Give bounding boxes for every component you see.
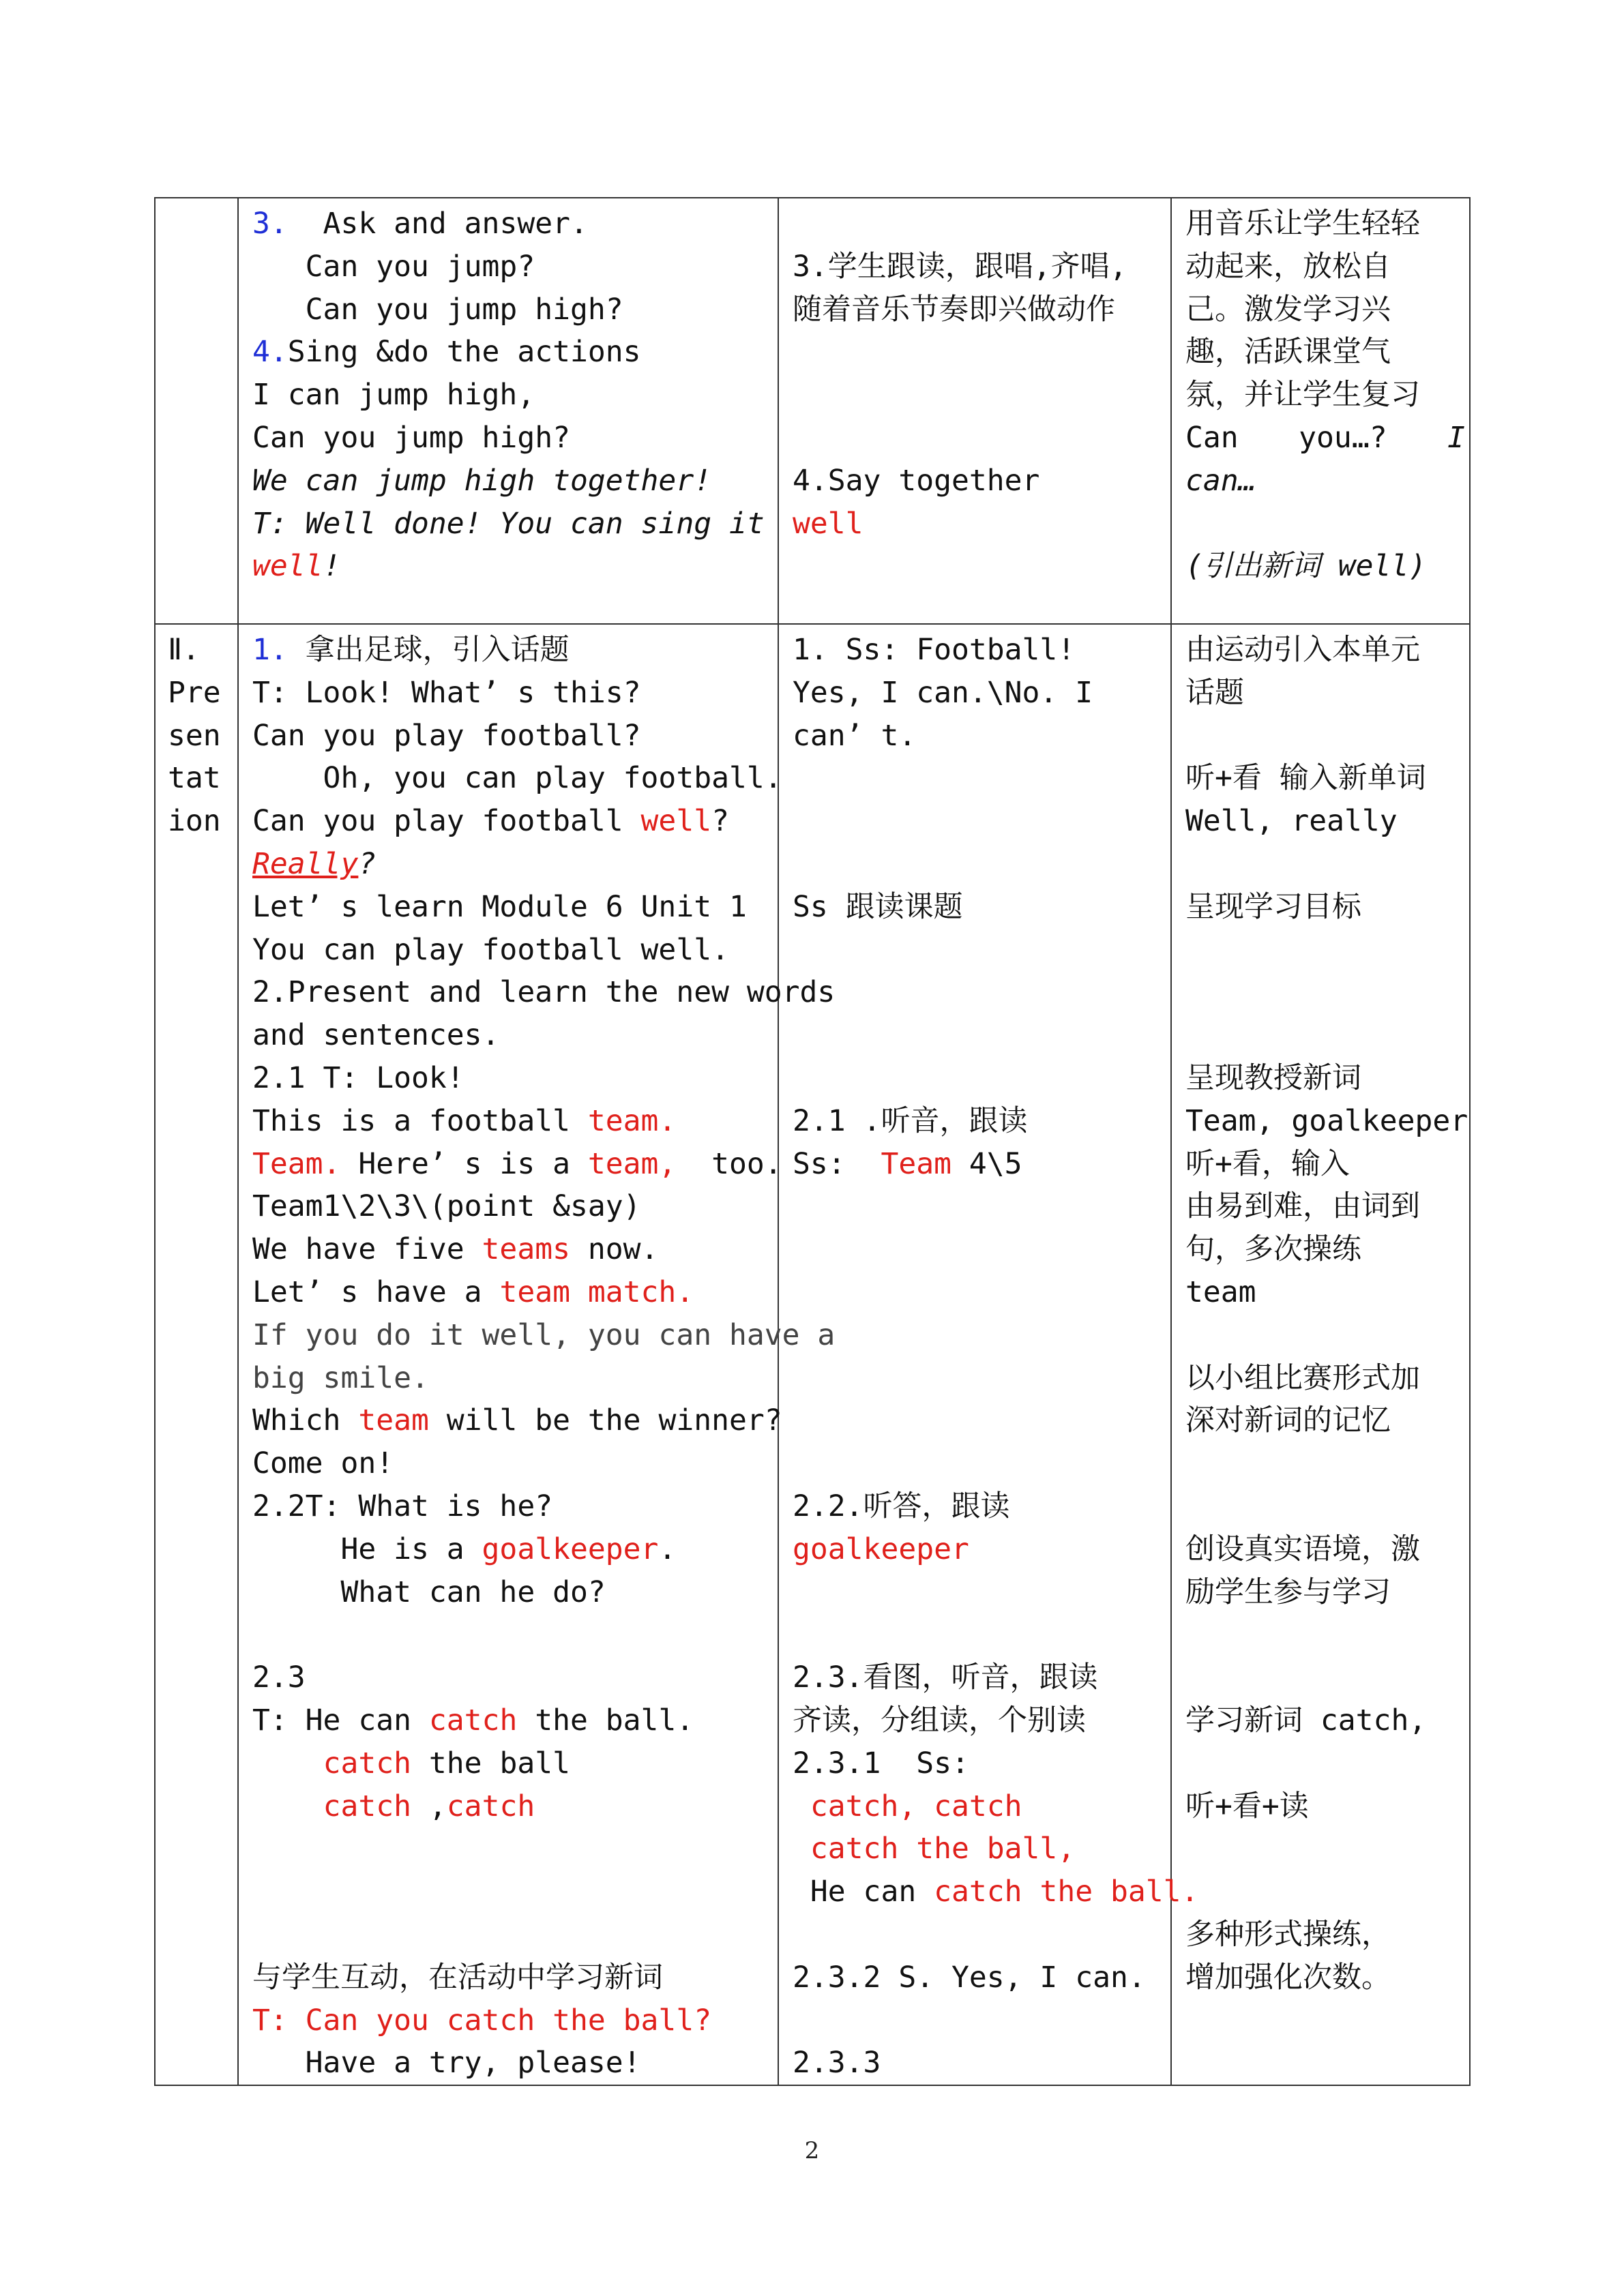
page-number: 2: [804, 2137, 820, 2164]
lesson-plan-table: [154, 197, 1471, 2086]
step-number: 4.: [252, 335, 288, 370]
table-row: [155, 198, 1470, 624]
step-number: 1.: [252, 633, 288, 667]
stage-cell: [155, 198, 238, 624]
student-activity-cell: 1. Ss: Football! Yes, I can.\No. I can’ t. Ss 跟读课题 2.1 .听音，跟读 Ss: Team 4\5 2.2.听答，跟读 goalkeeper 2.3.看图，听音，跟读 齐读，分组读，个别读 2.3.1 Ss: catch, catch catch the ball, He can catch the ball. 2.3.2 S. Yes, I can. 2.3.3: [778, 624, 1171, 2085]
step-number: 3.: [252, 207, 288, 241]
teacher-activity-cell: 1. 拿出足球，引入话题 T: Look! What’ s this? Can you play football? Oh, you can play football. Can you play football well? Really? Let’ s learn Module 6 Unit 1 You can play football well. 2.Present and learn the new words and sentences. 2.1 T: Look! This is a football team. Team. Here’ s is a team, too. Team1\2\3\(point &say) We have five teams now. Let’ s have a team match. If you do it well, you can have a big smile. Which team will be the winner? Come on! 2.2T: What is he? He is a goalkeeper. What can he do? 2.3 T: He can catch the ball. catch the ball catch ,catch 与学生互动，在活动中学习新词 T: Can you catch the ball? Have a try, please!: [238, 624, 778, 2085]
table-row: [155, 624, 1470, 2085]
design-intent-cell: 用音乐让学生轻轻 动起来，放松自 己。激发学习兴 趣，活跃课堂气 氛，并让学生复习 Can you…? I can… (引出新词 well): [1171, 198, 1470, 624]
teacher-activity-cell: 3. Ask and answer. Can you jump? Can you jump high? 4.Sing &do the actions I can jump high, Can you jump high? We can jump high together! T: Well done! You can sing it well!: [238, 198, 778, 624]
stage-cell: Ⅱ. Pre sen tat ion: [155, 624, 238, 2085]
student-activity-cell: 3.学生跟读，跟唱,齐唱, 随着音乐节奏即兴做动作 4.Say together well: [778, 198, 1171, 624]
design-intent-cell: 由运动引入本单元 话题 听+看 输入新单词 Well, really 呈现学习目标 呈现教授新词 Team, goalkeeper 听+看，输入 由易到难，由词到 句，多次操练 team 以小组比赛形式加 深对新词的记忆 创设真实语境，激 励学生参与学习 学习新词 catch, 听+看+读 多种形式操练， 增加强化次数。: [1171, 624, 1470, 2085]
